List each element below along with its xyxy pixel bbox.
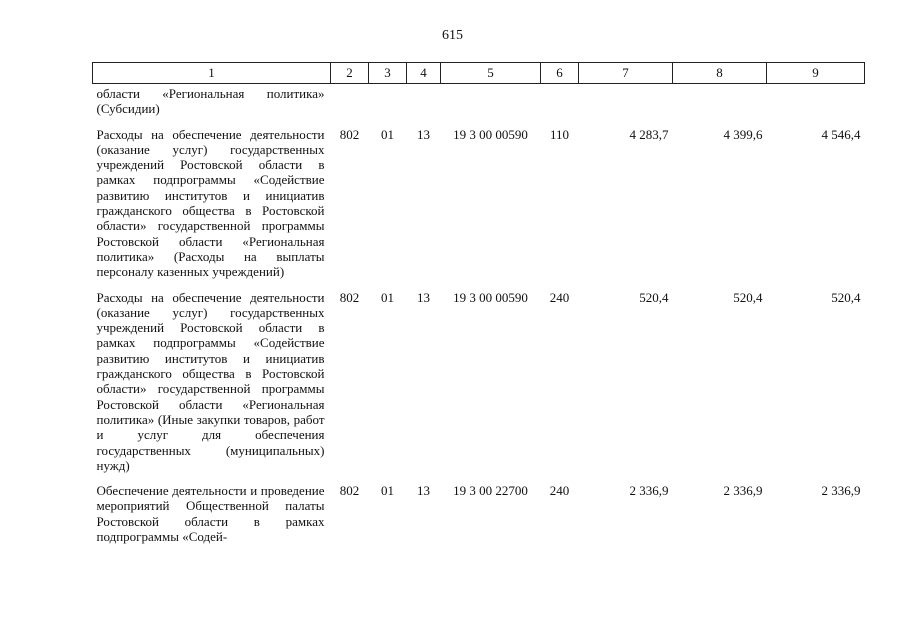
- header-col-8: 8: [673, 63, 767, 84]
- row-subsection: 13: [417, 483, 430, 499]
- budget-table: [92, 62, 865, 544]
- header-row: [93, 63, 865, 84]
- header-col-6: 6: [541, 63, 579, 84]
- row-section: 01: [381, 483, 394, 499]
- row-target-article: 19 3 00 00590: [453, 289, 528, 305]
- header-col-5: 5: [441, 63, 541, 84]
- row-ministry-code: 802: [339, 126, 360, 142]
- row-amount-3: 520,4: [831, 289, 861, 305]
- header-col-3: 3: [369, 63, 407, 84]
- row-description: Расходы на обеспечение деятельности (оказание услуг) государственных учреждений Ростовской области в рамках подпрограммы «Содействие развитию институтов и инициатив гражданского общества в Ростовской области» государственной программы Ростовской области «Региональная политика» (Расходы на выплаты персоналу казенных учреждений): [96, 126, 325, 280]
- row-section: [369, 84, 407, 117]
- row-target-article: 19 3 00 00590: [453, 126, 528, 142]
- row-expense-type: [541, 84, 579, 117]
- row-amount-2: [673, 84, 767, 117]
- row-target-article: [441, 84, 541, 117]
- page-number: 615: [442, 28, 463, 43]
- row-target-article: 19 3 00 22700: [453, 483, 528, 499]
- row-ministry-code: 802: [339, 289, 360, 305]
- row-amount-1: 2 336,9: [629, 483, 669, 499]
- table-row: [93, 473, 865, 544]
- row-amount-3: 2 336,9: [821, 483, 861, 499]
- header-col-9: 9: [767, 63, 865, 84]
- row-amount-2: 4 399,6: [723, 126, 763, 142]
- row-expense-type: 240: [549, 289, 570, 305]
- row-section: 01: [381, 126, 394, 142]
- row-description: области «Региональная политика» (Субсидии): [96, 86, 325, 117]
- row-amount-2: 2 336,9: [723, 483, 763, 499]
- row-expense-type: 110: [549, 126, 570, 142]
- row-amount-1: 520,4: [639, 289, 669, 305]
- row-expense-type: 240: [549, 483, 570, 499]
- header-col-4: 4: [407, 63, 441, 84]
- header-col-2: 2: [331, 63, 369, 84]
- header-col-7: 7: [579, 63, 673, 84]
- table-row: [93, 117, 865, 280]
- row-amount-2: 520,4: [733, 289, 763, 305]
- header-col-1: 1: [93, 63, 331, 84]
- row-amount-1: [579, 84, 673, 117]
- row-amount-1: 4 283,7: [629, 126, 669, 142]
- row-subsection: 13: [417, 126, 430, 142]
- row-ministry-code: [331, 84, 369, 117]
- table-row: [93, 280, 865, 474]
- row-description: Расходы на обеспечение деятельности (оказание услуг) государственных учреждений Ростовской области в рамках подпрограммы «Содействие развитию институтов и инициатив гражданского общества в Ростовской области» государственной программы Ростовской области «Региональная политика» (Иные закупки товаров, работ и услуг для обеспечения государственных (муниципальных) нужд): [96, 289, 325, 473]
- row-amount-3: 4 546,4: [821, 126, 861, 142]
- table-row: [93, 84, 865, 117]
- row-section: 01: [381, 289, 394, 305]
- row-description: Обеспечение деятельности и проведение мероприятий Общественной палаты Ростовской области в рамках подпрограммы «Содей-: [96, 483, 325, 545]
- row-amount-3: [767, 84, 865, 117]
- row-subsection: 13: [417, 289, 430, 305]
- row-ministry-code: 802: [339, 483, 360, 499]
- row-subsection: [407, 84, 441, 117]
